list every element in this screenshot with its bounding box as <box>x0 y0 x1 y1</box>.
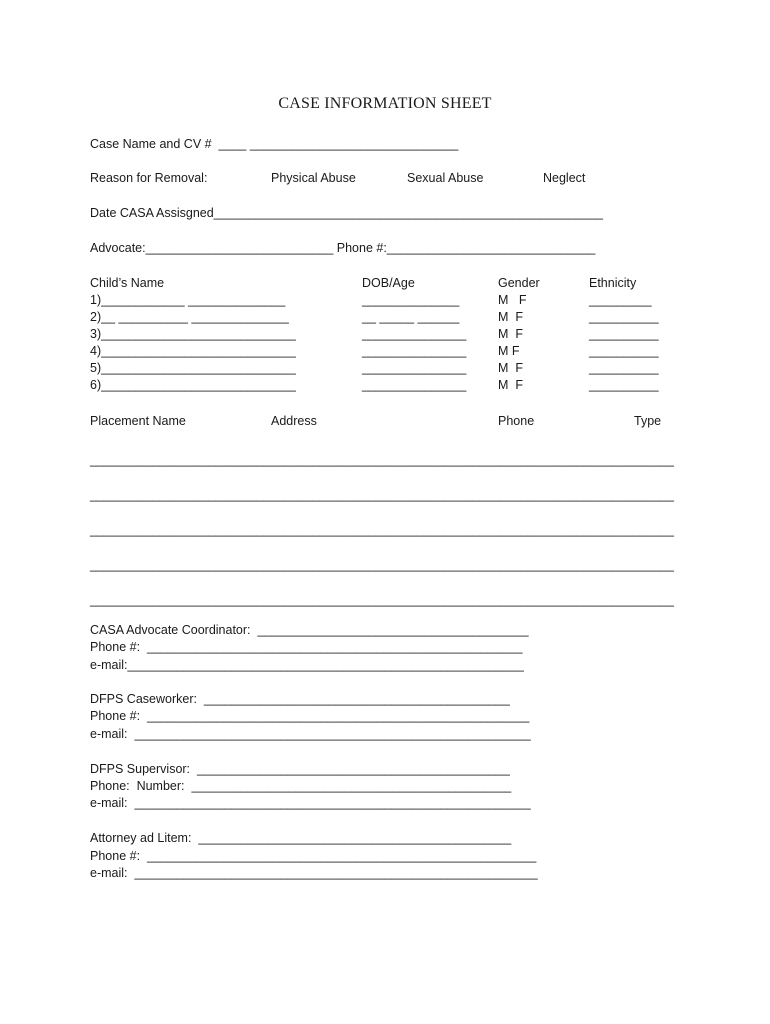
placement-line[interactable]: ____________________________________________________________________________________ <box>90 593 674 607</box>
physical-abuse-option[interactable]: Physical Abuse <box>271 171 356 185</box>
child-dob-field[interactable]: _______________ <box>362 327 467 341</box>
neglect-option[interactable]: Neglect <box>543 171 586 185</box>
dfps-supervisor-email-field[interactable]: e-mail: _________________________________________________________ <box>90 796 531 810</box>
dfps-caseworker-field[interactable]: DFPS Caseworker: ____________________________________________ <box>90 692 510 706</box>
child-ethnicity-field[interactable]: __________ <box>589 327 659 341</box>
placement-line[interactable]: ____________________________________________________________________________________ <box>90 523 674 537</box>
casa-coordinator-email-field[interactable]: e-mail:_________________________________________________________ <box>90 658 524 672</box>
child-name-field[interactable]: 4)____________________________ <box>90 344 296 358</box>
child-name-field[interactable]: 2)__ __________ ______________ <box>90 310 289 324</box>
child-name-field[interactable]: 3)____________________________ <box>90 327 296 341</box>
attorney-field[interactable]: Attorney ad Litem: _____________________________________________ <box>90 831 512 845</box>
child-dob-field[interactable]: ______________ <box>362 293 460 307</box>
address-header: Address <box>271 414 317 428</box>
dfps-supervisor-phone-field[interactable]: Phone: Number: ______________________________________________ <box>90 779 512 793</box>
child-name-field[interactable]: 1)____________ ______________ <box>90 293 286 307</box>
dfps-caseworker-phone-field[interactable]: Phone #: _______________________________________________________ <box>90 709 530 723</box>
removal-label: Reason for Removal: <box>90 171 208 185</box>
child-dob-field[interactable]: _______________ <box>362 344 467 358</box>
dob-header: DOB/Age <box>362 276 415 290</box>
casa-coordinator-field[interactable]: CASA Advocate Coordinator: _______________________________________ <box>90 623 529 637</box>
child-ethnicity-field[interactable]: __________ <box>589 344 659 358</box>
casa-coordinator-phone-field[interactable]: Phone #: ______________________________________________________ <box>90 640 523 654</box>
child-ethnicity-field[interactable]: __________ <box>589 310 659 324</box>
type-header: Type <box>634 414 662 428</box>
dfps-supervisor-field[interactable]: DFPS Supervisor: _____________________________________________ <box>90 762 510 776</box>
phone-header: Phone <box>498 414 535 428</box>
advocate-field[interactable]: Advocate:___________________________ Phone #:______________________________ <box>90 241 596 255</box>
child-ethnicity-field[interactable]: __________ <box>589 378 659 392</box>
child-name-header: Child’s Name <box>90 276 165 290</box>
child-ethnicity-field[interactable]: _________ <box>589 293 652 307</box>
placement-line[interactable]: ____________________________________________________________________________________ <box>90 488 674 502</box>
child-gender-field[interactable]: M F <box>498 327 523 341</box>
gender-header: Gender <box>498 276 540 290</box>
date-assigned-field[interactable]: Date CASA Assisgned________________________________________________________ <box>90 206 603 220</box>
child-gender-field[interactable]: M F <box>498 293 527 307</box>
child-gender-field[interactable]: M F <box>498 344 520 358</box>
placement-line[interactable]: ____________________________________________________________________________________ <box>90 558 674 572</box>
form-title: CASE INFORMATION SHEET <box>278 95 492 112</box>
attorney-email-field[interactable]: e-mail: __________________________________________________________ <box>90 866 538 880</box>
attorney-phone-field[interactable]: Phone #: ________________________________________________________ <box>90 849 537 863</box>
child-gender-field[interactable]: M F <box>498 310 523 324</box>
dfps-caseworker-email-field[interactable]: e-mail: _________________________________________________________ <box>90 727 531 741</box>
sexual-abuse-option[interactable]: Sexual Abuse <box>407 171 484 185</box>
placement-line[interactable]: ____________________________________________________________________________________ <box>90 453 674 467</box>
child-dob-field[interactable]: __ _____ ______ <box>362 310 460 324</box>
child-dob-field[interactable]: _______________ <box>362 378 467 392</box>
child-dob-field[interactable]: _______________ <box>362 361 467 375</box>
child-name-field[interactable]: 6)____________________________ <box>90 378 296 392</box>
child-ethnicity-field[interactable]: __________ <box>589 361 659 375</box>
child-gender-field[interactable]: M F <box>498 361 523 375</box>
ethnicity-header: Ethnicity <box>589 276 637 290</box>
child-gender-field[interactable]: M F <box>498 378 523 392</box>
child-name-field[interactable]: 5)____________________________ <box>90 361 296 375</box>
placement-name-header: Placement Name <box>90 414 186 428</box>
case-name-field[interactable]: Case Name and CV # ____ ______________________________ <box>90 137 459 151</box>
